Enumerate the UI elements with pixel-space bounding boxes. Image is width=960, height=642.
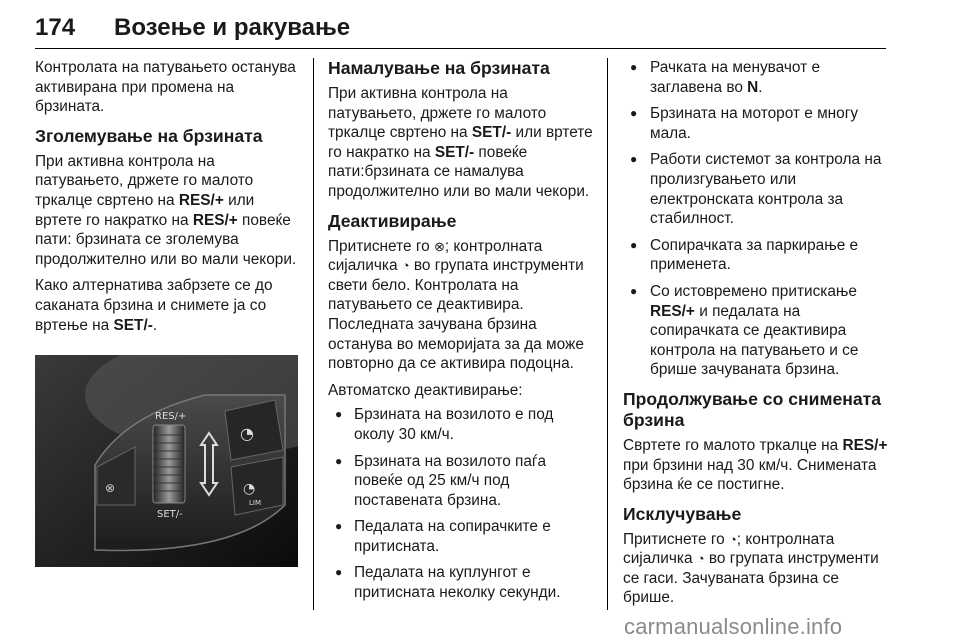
text: или вртете го накратко на [328,124,593,161]
text: ; контролната сијаличка [328,237,543,275]
switch-off-paragraph [623,530,893,608]
text: повеќе пати: брзината се зголемува продолжително или во мали чекори. [35,211,297,268]
text: повеќе пати:брзината се намалува продолжително или во мали чекори. [328,143,590,200]
cruise-button [225,400,283,460]
page-header [35,4,886,44]
cruise-control-icon: ◔ [240,424,254,443]
set-label: SET/- [157,509,183,520]
column-2 [328,58,598,610]
list-item [623,282,893,380]
cruise-control-indicator-icon: ◔ [401,258,410,274]
column-1 [35,58,305,342]
text: При активна контрола на патувањето, држете го малото тркалце свртено на [35,152,254,209]
text: Притиснете го [623,530,729,548]
watermark: carmanualsonline.info [624,614,843,639]
text: и педалата на сопирачката се деактивира контрола на патувањето и се брише зачуваната брзина. [650,302,859,379]
key-res: RES/+ [192,211,238,229]
key-set: SET/- [113,316,153,334]
decrease-paragraph [328,84,598,202]
cancel-speed-icon: ⊗ [433,238,445,254]
text: Притиснете го [328,237,434,255]
alternative-paragraph [35,276,305,335]
text: Рачката на менувачот е заглавена во [650,59,821,96]
list-item [623,58,893,97]
list-item: ● Брзината на возилото паѓа повеќе од 25 км/ч под поставената брзина. [328,452,598,511]
cancel-speed-icon: ⊗ [105,481,116,495]
text: во групата инструменти се гаси. Зачуваната брзина се брише. [623,550,879,607]
lim-label: LIM [249,499,262,507]
heading-decrease-speed: Намалување на брзината [328,58,550,78]
res-label: RES/+ [155,411,187,422]
heading-switch-off: Исклучување [623,503,742,524]
heading-deactivation: Деактивирање [328,210,457,231]
heading-increase-speed: Зголемување на брзината [35,125,263,146]
text: во групата инструменти свети бело. Контролата на патувањето се деактивира. Последната зачувана брзина останува во меморијата за да може повторно да се активира подоцна. [328,257,584,373]
gear-n: N [747,78,759,96]
column-3 [623,58,893,615]
text: ; контролната сијаличка [623,530,835,568]
text: или вртете го накратко на [35,191,255,229]
column-divider [607,58,608,610]
speed-limiter-icon: ◔ [243,481,256,497]
intro-paragraph: Контролата на патувањето останува активирана при промена на брзината. [35,59,296,116]
text: при брзини над 30 км/ч. Снимената брзина ќе се постигне. [623,456,877,494]
steering-controls-photo [35,355,298,567]
auto-deactivation-list-continued [623,58,893,380]
page-number: 174 [35,14,76,41]
cruise-control-icon: ◔ [728,531,737,547]
list-item: ● Сопирачката за паркирање е применета. [623,236,893,275]
text: Како алтернатива забрзете се до саканата брзина и снимете ја со вртење на [35,277,273,334]
text: При активна контрола на патувањето, држете го малото тркалце свртено на [328,85,547,142]
key-res: RES/+ [178,191,224,209]
text: Со истовремено притискање [650,282,857,300]
increase-paragraph [35,152,305,270]
text: . [152,316,158,334]
cruise-control-indicator-icon: ◔ [696,551,705,567]
key-set: SET/- [434,143,475,161]
steering-controls-illustration [35,355,298,567]
auto-deactivation-label: Автоматско деактивирање: [328,381,523,399]
key-set: SET/- [471,124,512,142]
key-res: RES/+ [650,302,695,320]
column-divider [313,58,314,610]
list-item: ● Педалата на сопирачките е притисната. [328,517,598,556]
heading-resume-speed: Продолжување со снимената брзина [623,388,882,430]
chapter-title: Возење и ракување [114,14,351,41]
text: Свртете го малото тркалце на [623,436,843,454]
auto-deactivation-list [328,405,598,602]
list-item: ● Брзината на моторот е многу мала. [623,104,893,143]
deactivation-paragraph [328,237,598,374]
header-rule [35,48,886,49]
text: . [758,78,763,96]
list-item: ● Брзината на возилото е под околу 30 км/ч. [328,405,598,444]
resume-paragraph [623,436,893,495]
key-res: RES/+ [842,436,888,454]
list-item: ● Работи системот за контрола на пролизгувањето или електронската контрола за стабилност. [623,150,893,228]
list-item: ● Педалата на куплунгот е притисната неколку секунди. [328,563,598,602]
